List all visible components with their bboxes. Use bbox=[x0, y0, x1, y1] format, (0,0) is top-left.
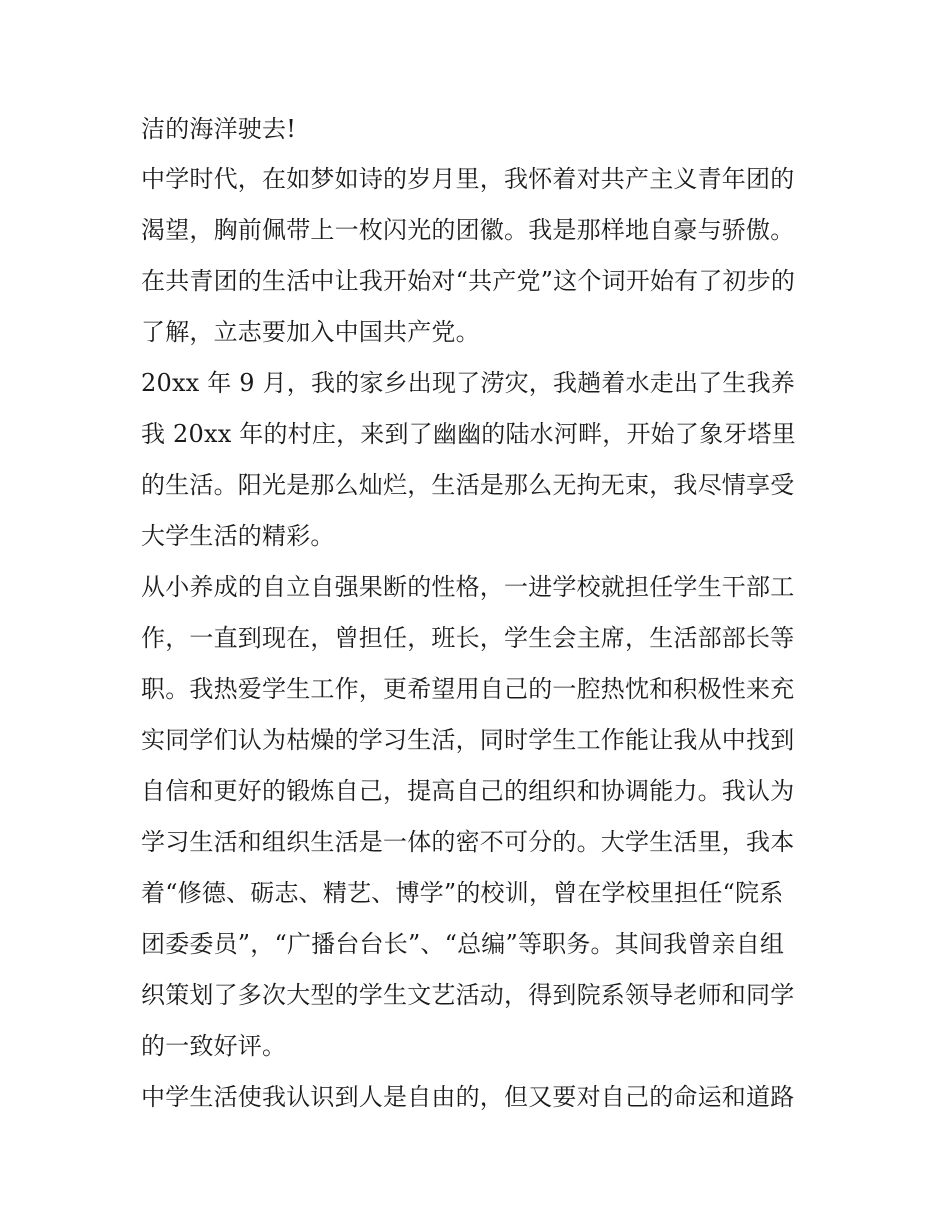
text-line: 在共青团的生活中让我开始对“共产党”这个词开始有了初步的 bbox=[141, 267, 796, 295]
text-line: 着“修德、砺志、精艺、博学”的校训，曾在学校里担任“院系 bbox=[141, 879, 784, 907]
text-line: 中学生活使我认识到人是自由的，但又要对自己的命运和道路 bbox=[141, 1083, 795, 1111]
text-line: 了解，立志要加入中国共产党。 bbox=[141, 318, 480, 346]
text-line: 我 20xx 年的村庄，来到了幽幽的陆水河畔，开始了象牙塔里 bbox=[141, 420, 796, 448]
text-line: 作，一直到现在，曾担任，班长，学生会主席，生活部部长等 bbox=[141, 624, 795, 652]
text-line: 中学时代，在如梦如诗的岁月里，我怀着对共产主义青年团的 bbox=[141, 165, 795, 193]
text-line: 的生活。阳光是那么灿烂，生活是那么无拘无束，我尽情享受 bbox=[141, 471, 795, 499]
text-line: 从小养成的自立自强果断的性格，一进学校就担任学生干部工 bbox=[141, 573, 795, 601]
text-line: 学习生活和组织生活是一体的密不可分的。大学生活里，我本 bbox=[141, 828, 795, 856]
text-line: 织策划了多次大型的学生文艺活动，得到院系领导老师和同学 bbox=[141, 981, 795, 1009]
text-line: 洁的海洋驶去! bbox=[141, 115, 297, 143]
text-line: 的一致好评。 bbox=[141, 1032, 287, 1060]
text-line: 职。我热爱学生工作，更希望用自己的一腔热忱和积极性来充 bbox=[141, 675, 795, 703]
text-line: 大学生活的精彩。 bbox=[141, 522, 335, 550]
text-line: 20xx 年 9 月，我的家乡出现了涝灾，我趟着水走出了生我养 bbox=[141, 369, 795, 397]
text-line: 团委委员”，“广播台台长”、“总编”等职务。其间我曾亲自组 bbox=[141, 930, 785, 958]
text-line: 自信和更好的锻炼自己，提高自己的组织和协调能力。我认为 bbox=[141, 777, 795, 805]
text-line: 渴望，胸前佩带上一枚闪光的团徽。我是那样地自豪与骄傲。 bbox=[141, 216, 795, 244]
text-line: 实同学们认为枯燥的学习生活，同时学生工作能让我从中找到 bbox=[141, 726, 795, 754]
